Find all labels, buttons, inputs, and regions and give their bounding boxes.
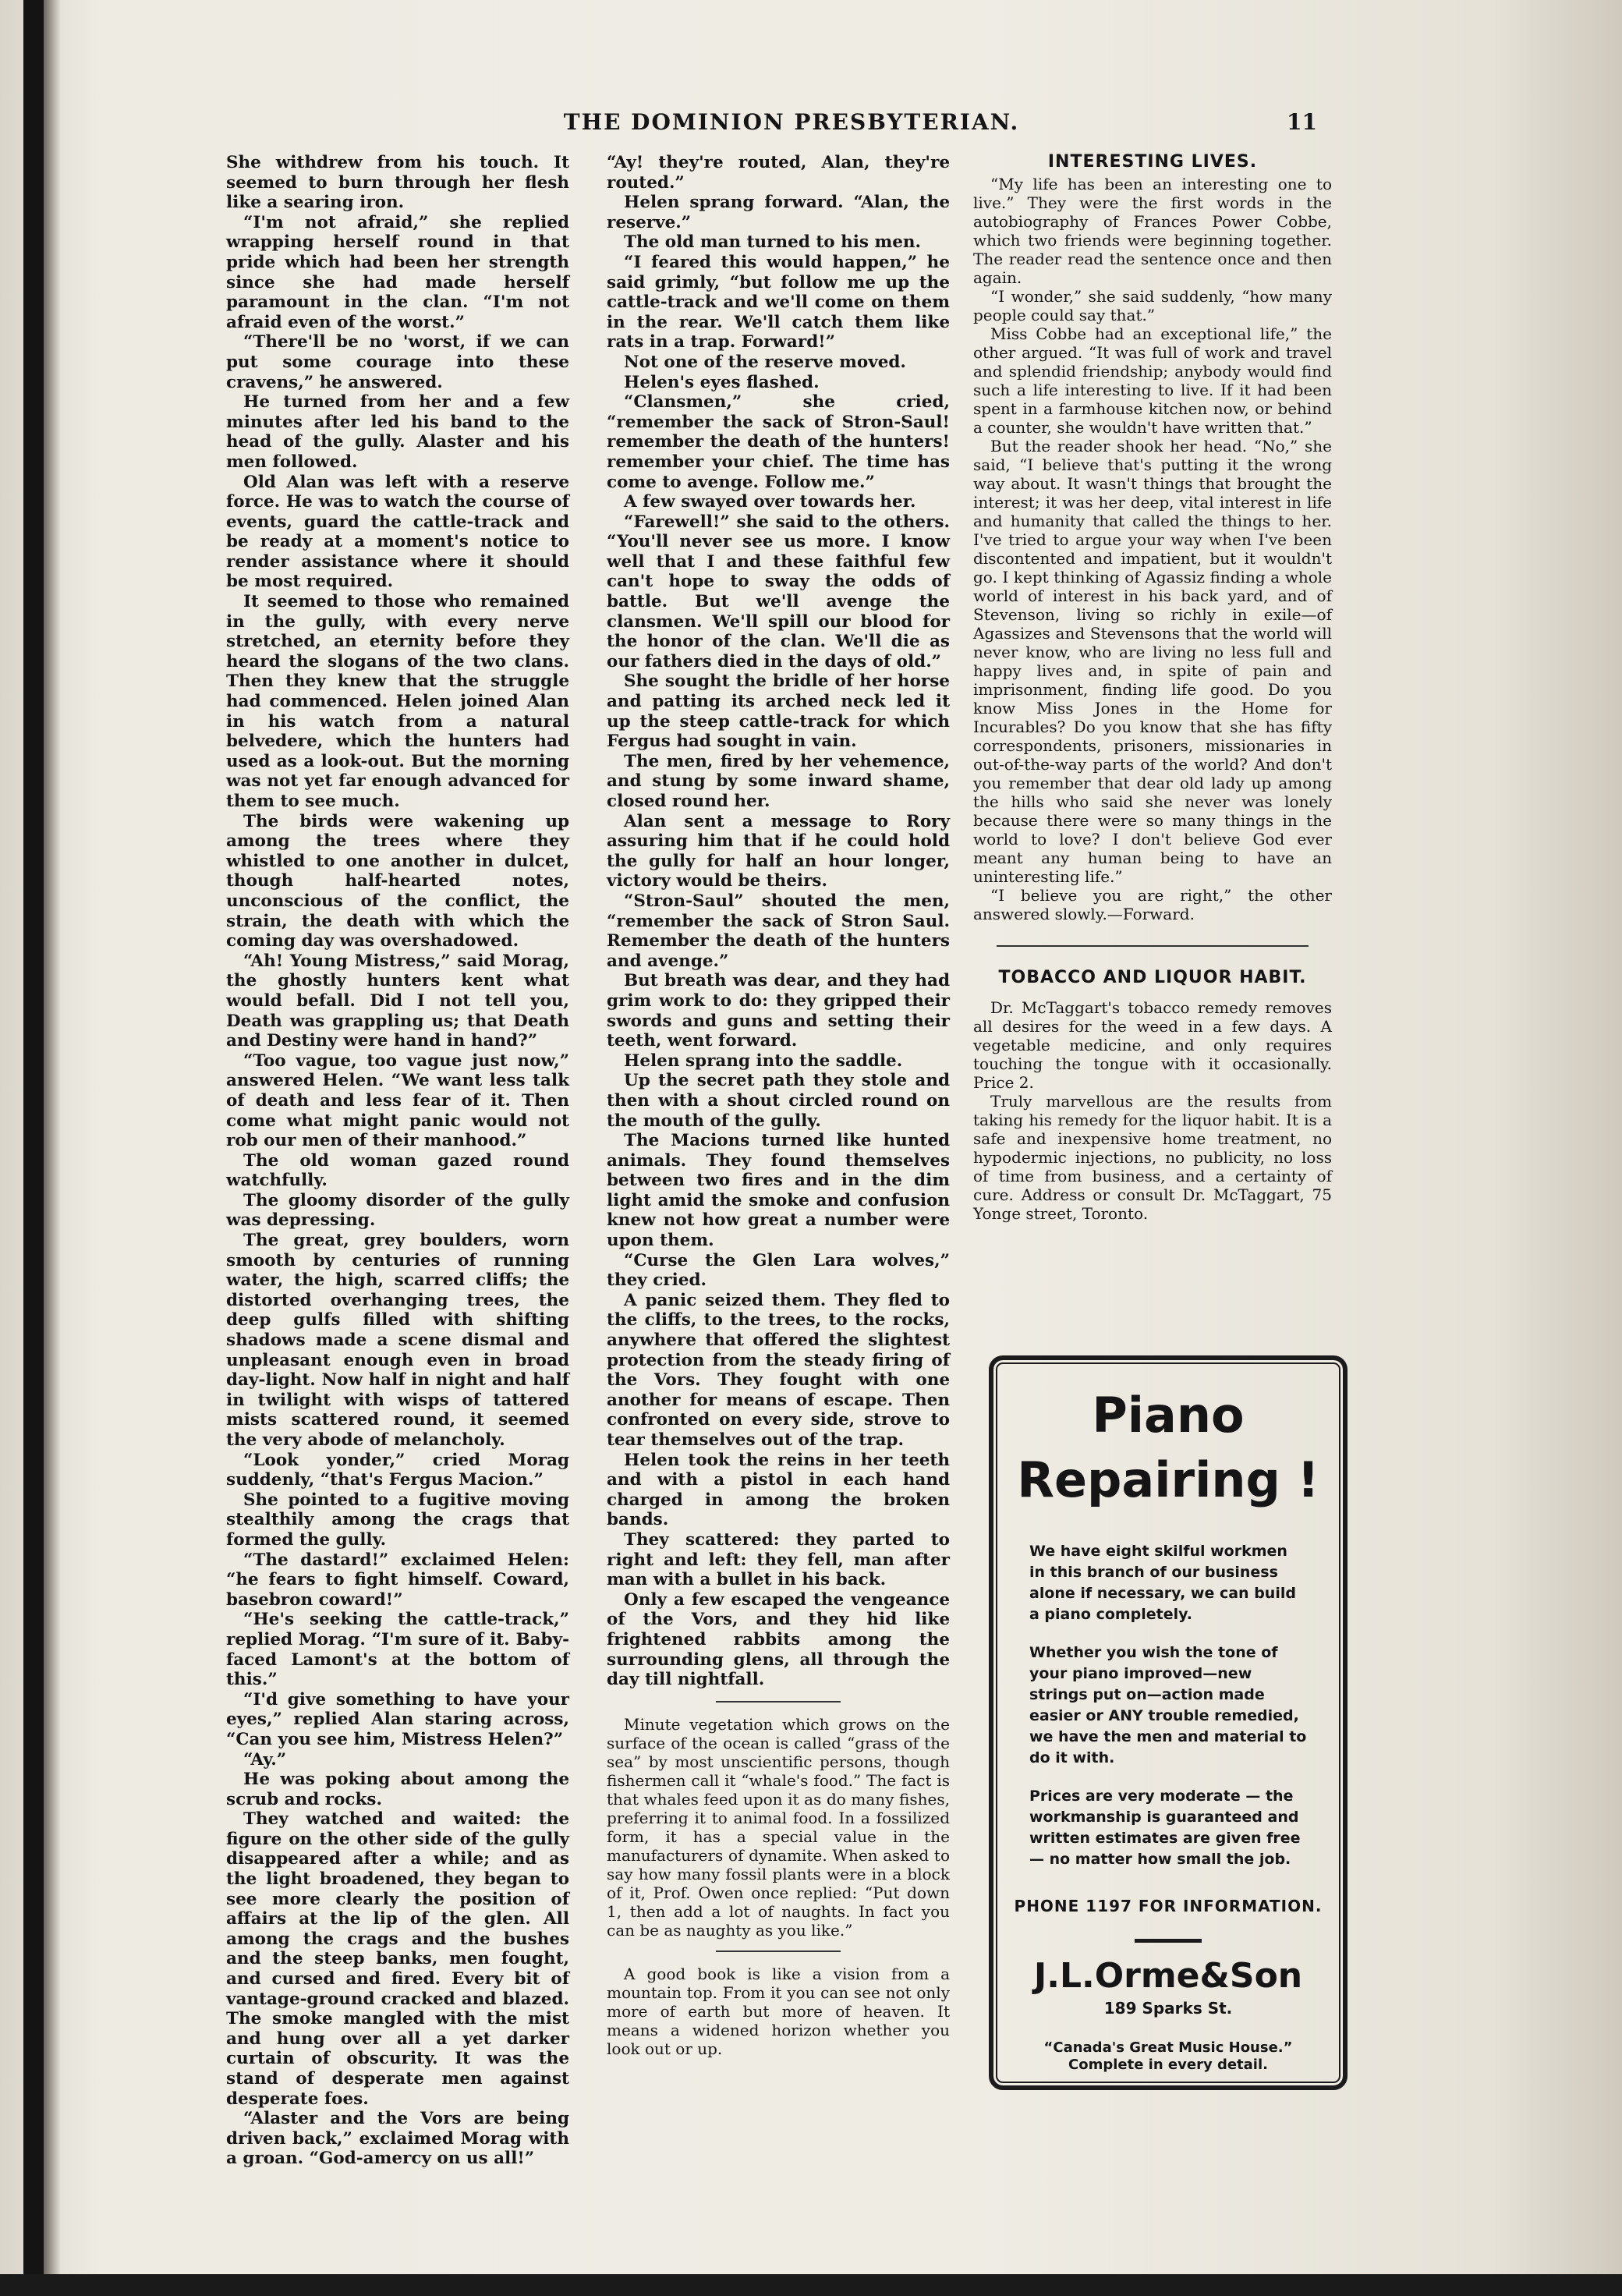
- story-paragraph: The old man turned to his men.: [624, 232, 922, 253]
- article-paragraph: Miss Cobbe had an exceptional life,” the other argued. “It was full of work and travel and splendid friendship; anybody would find such a life interesting to live. If it had been spent in a farmhouse kitchen now, or behind a counter, she wouldn't have written that.”: [973, 324, 1332, 437]
- article-paragraph: Truly marvellous are the results from taking his remedy for the liquor habit. It is a safe and inexpensive home treatment, no hypodermic injections, no publicity, no loss of time from business, and a certainty of cure. Address or consult Dr. McTaggart, 75 Yonge street, Toronto.: [973, 1092, 1332, 1223]
- article-paragraph: But the reader shook her head. “No,” she said, “I believe that's putting it the wrong way about. It wasn't things that brought the interest; it was her deep, vital interest in life and humanity that called the things to her. I've tried to argue your way when I've been discontented and impatient, but it wouldn't go. I kept thinking of Agassiz finding a whole world of interest in his back yard, and of Stevenson, living so richly in exile—of Agassizes and Stevensons that the world will never know, who are living no less full and happy lives and, in spite of pain and imprisonment, finding life good. Do you know Miss Jones in the Home for Incurables? Do you know that she has fifty correspondents, prisoners, missionaries in out-of-the-way parts of the world? And don't you remember that dear old lady up among the hills who said she never was lonely because there were so many things in the world to love? I don't believe God ever meant any human being to have an uninteresting life.”: [973, 437, 1332, 886]
- story-paragraph: Alan sent a message to Rory assuring him that if he could hold the gully for half an hour longer, victory would be theirs.: [607, 811, 950, 891]
- story-paragraph: The birds were wakening up among the trees where they whistled to one another in dulcet, though half-hearted notes, unconscious of the conflict, the strain, the death with which the coming day was overshadowed.: [226, 811, 569, 951]
- ad-tagline-line: Complete in every detail.: [1068, 2057, 1268, 2073]
- story-paragraph: “He's seeking the cattle-track,” replied Morag. “I'm sure of it. Baby-faced Lamont's at the bottom of this.”: [226, 1610, 569, 1690]
- story-paragraph: But breath was dear, and they had grim work to do: they gripped their swords and guns and setting their teeth, went forward.: [607, 971, 950, 1051]
- story-paragraph: She sought the bridle of her horse and patting its arched neck led it up the steep cattle-track for which Fergus had sought in vain.: [607, 671, 950, 752]
- ad-tagline-line: “Canada's Great Music House.”: [1043, 2039, 1293, 2056]
- section-divider: [997, 945, 1309, 947]
- story-paragraph: “I'd give something to have your eyes,” replied Alan staring across, “Can you see him, Mistress Helen?”: [226, 1689, 569, 1749]
- tobacco-heading: TOBACCO AND LIQUOR HABIT.: [998, 968, 1307, 987]
- story-paragraph: The men, fired by her vehemence, and stung by some inward shame, closed round her.: [607, 751, 950, 811]
- article-paragraph: “My life has been an interesting one to live.” They were the first words in the autobiography of Frances Power Cobbe, which two friends were beginning together. The reader read the sentence once and then again.: [973, 175, 1332, 287]
- story-paragraph: Helen's eyes flashed.: [624, 372, 820, 392]
- ad-address: 189 Sparks St.: [1103, 1999, 1233, 2018]
- column-3: [973, 153, 1332, 1315]
- story-paragraph: It seemed to those who remained in the gully, with every nerve stretched, an eternity before they heard the slogans of the two clans. Then they knew that the struggle had commenced. Helen joined Alan in his watch from a natural belvedere, which the hunters had used as a look-out. But the morning was not yet far enough advanced for them to see much.: [226, 592, 569, 811]
- story-paragraph: “There'll be no 'worst, if we can put some courage into these cravens,” he answered.: [226, 332, 569, 392]
- page-number: 11: [1287, 109, 1317, 135]
- section-divider: [716, 1701, 841, 1703]
- story-paragraph: The Macions turned like hunted animals. They found themselves between two fires and in the dim light amid the smoke and confusion knew not how great a number were upon them.: [607, 1131, 950, 1251]
- story-continuation: [607, 153, 950, 1690]
- story-paragraph: “Alaster and the Vors are being driven back,” exclaimed Morag with a groan. “God-amercy on us all!”: [226, 2109, 569, 2169]
- interesting-lives-heading: INTERESTING LIVES.: [1047, 152, 1258, 172]
- story-paragraph: Not one of the reserve moved.: [624, 352, 906, 372]
- article-paragraph: “I believe you are right,” the other answered slowly.—Forward.: [973, 886, 1332, 923]
- filler-sea-grass: Minute vegetation which grows on the surface of the ocean is called “grass of the sea” by most unscientific persons, though fishermen call it “whale's food.” The fact is that whales feed upon it as do many fishes, preferring it to animal food. In a fossilized form, it has a special value in the manufacturers of dynamite. When asked to say how many fossil plants were in a block of it, Prof. Owen once replied: “Put down 1, then add a lot of naughts. In fact you can be as naughty as you like.”: [607, 1714, 950, 1940]
- running-head: THE DOMINION PRESBYTERIAN.: [563, 109, 1020, 135]
- story-paragraph: Helen took the reins in her teeth and with a pistol in each hand charged in among the broken bands.: [607, 1450, 950, 1530]
- ad-firm-name: J.L.Orme&Son: [1033, 1956, 1303, 1996]
- story-paragraph: They scattered: they parted to right and left: they fell, man after man with a bullet in his back.: [607, 1529, 950, 1590]
- section-divider: [716, 1951, 841, 1952]
- story-paragraph: “I'm not afraid,” she replied wrapping herself round in that pride which had been her strength since she had made herself paramount in the clan. “I'm not afraid even of the worst.”: [226, 212, 569, 332]
- ad-tagline: [993, 2039, 1343, 2074]
- story-paragraph: Up the secret path they stole and then with a shout circled round on the mouth of the gully.: [607, 1071, 950, 1131]
- story-paragraph: “Ah! Young Mistress,” said Morag, the ghostly hunters kent what would befall. Did I not tell you, Death was grappling us; that Death and Destiny were hand in hand?”: [226, 951, 569, 1051]
- ad-title-repairing: Repairing !: [1017, 1451, 1319, 1508]
- piano-repairing-advertisement: [989, 1355, 1348, 2090]
- story-paragraph: “Clansmen,” she cried, “remember the sack of Stron-Saul! remember the death of the hunters! remember your chief. The time has come to avenge. Follow me.”: [607, 392, 950, 492]
- story-paragraph: The great, grey boulders, worn smooth by centuries of running water, the high, scarred cliffs; the distorted overhanging trees, the deep gulfs filled with shifting shadows made a scene dismal and unpleasant enough even in broad day-light. Now half in night and half in twilight with wisps of tattered mists scattered round, it seemed the very abode of melancholy.: [226, 1231, 569, 1450]
- story-paragraph: “I feared this would happen,” he said grimly, “but follow me up the cattle-track and we'll come on them in the rear. We'll catch them like rats in a trap. Forward!”: [607, 252, 950, 353]
- ad-paragraph: We have eight skilful workmen in this branch of our business alone if necessary, we can build a piano completely.: [1029, 1543, 1296, 1623]
- article-paragraph: Dr. McTaggart's tobacco remedy removes all desires for the weed in a few days. A vegetable medicine, and only requires touching the tongue with it occasionally. Price 2.: [973, 998, 1332, 1092]
- story-paragraph: He was poking about among the scrub and rocks.: [226, 1770, 569, 1809]
- ad-paragraph: Whether you wish the tone of your piano improved—new strings put on—action made easier or ANY trouble remedied, we have the men and material to do it with.: [1029, 1644, 1307, 1766]
- ad-title-piano: Piano: [1092, 1387, 1245, 1444]
- story-paragraph: The gloomy disorder of the gully was depressing.: [226, 1190, 569, 1231]
- story-paragraph: “Ay! they're routed, Alan, they're routed.”: [607, 153, 950, 193]
- binding-spine: [23, 0, 44, 2296]
- story-paragraph: A panic seized them. They fled to the cliffs, to the trees, to the rocks, anywhere that offered the slightest protection from the steady firing of the Vors. They fought with one another for means of escape. Then confronted on every side, strove to tear themselves out of the trap.: [607, 1290, 950, 1450]
- story-paragraph: “Farewell!” she said to the others. “You'll never see us more. I know well that I and these faithful few can't hope to sway the odds of battle. But we'll avenge the clansmen. We'll spill our blood for the honor of the clan. We'll die as our fathers died in the days of old.”: [607, 512, 950, 671]
- story-paragraph: She withdrew from his touch. It seemed to burn through her flesh like a searing iron.: [226, 153, 569, 213]
- story-paragraph: Only a few escaped the vengeance of the Vors, and they hid like frightened rabbits among the surrounding glens, all through the day till nightfall.: [607, 1589, 950, 1690]
- story-paragraph: “Ay.”: [243, 1749, 287, 1770]
- story-paragraph: The old woman gazed round watchfully.: [226, 1150, 569, 1191]
- page-bottom-edge: [0, 2274, 1622, 2296]
- article-paragraph: “I wonder,” she said suddenly, “how many people could say that.”: [973, 287, 1332, 324]
- spine-shadow: [44, 0, 61, 2296]
- story-paragraph: “Stron-Saul” shouted the men, “remember the sack of Stron Saul. Remember the death of the hunters and avenge.”: [607, 891, 950, 971]
- story-column-2: [607, 153, 950, 2134]
- ad-divider: [1135, 1939, 1202, 1943]
- story-paragraph: “The dastard!” exclaimed Helen: “he fears to fight himself. Coward, basebron coward!”: [226, 1550, 569, 1610]
- story-paragraph: A few swayed over towards her.: [624, 492, 916, 512]
- story-paragraph: Old Alan was left with a reserve force. He was to watch the course of events, guard the cattle-track and be ready at a moment's notice to render assistance where it should be most required.: [226, 472, 569, 592]
- story-paragraph: “Too vague, too vague just now,” answered Helen. “We want less talk of death and less fear of it. Then come what might panic would not rob our men of their manhood.”: [226, 1051, 569, 1151]
- story-paragraph: They watched and waited: the figure on the other side of the gully disappeared after a while; and as the light broadened, they began to see more clearly the position of affairs at the lip of the glen. All among the crags and the bushes and the steep banks, men fought, and cursed and fired. Every bit of vantage-ground cracked and blazed. The smoke mangled with the mist and hung over all a yet darker curtain of obscurity. It was the stand of desperate men against desperate foes.: [226, 1809, 569, 2109]
- story-paragraph: Helen sprang into the saddle.: [624, 1051, 903, 1071]
- story-paragraph: He turned from her and a few minutes after led his band to the head of the gully. Alaster and his men followed.: [226, 392, 569, 472]
- story-paragraph: “Look yonder,” cried Morag suddenly, “that's Fergus Macion.”: [226, 1450, 569, 1490]
- story-paragraph: Helen sprang forward. “Alan, the reserve.”: [607, 193, 950, 232]
- story-paragraph: “Curse the Glen Lara wolves,” they cried.: [607, 1250, 950, 1291]
- ad-paragraph: Prices are very moderate — the workmanship is guaranteed and written estimates are given free— no matter how small the job.: [1029, 1788, 1301, 1868]
- ad-phone: PHONE 1197 FOR INFORMATION.: [1014, 1897, 1323, 1915]
- filler-good-book: A good book is like a vision from a mountain top. From it you can see not only more of earth but more of heaven. It means a widened horizon whether you look out or up.: [607, 1964, 950, 2058]
- story-column-1: [226, 153, 569, 2169]
- story-paragraph: She pointed to a fugitive moving stealthily among the crags that formed the gully.: [226, 1490, 569, 1550]
